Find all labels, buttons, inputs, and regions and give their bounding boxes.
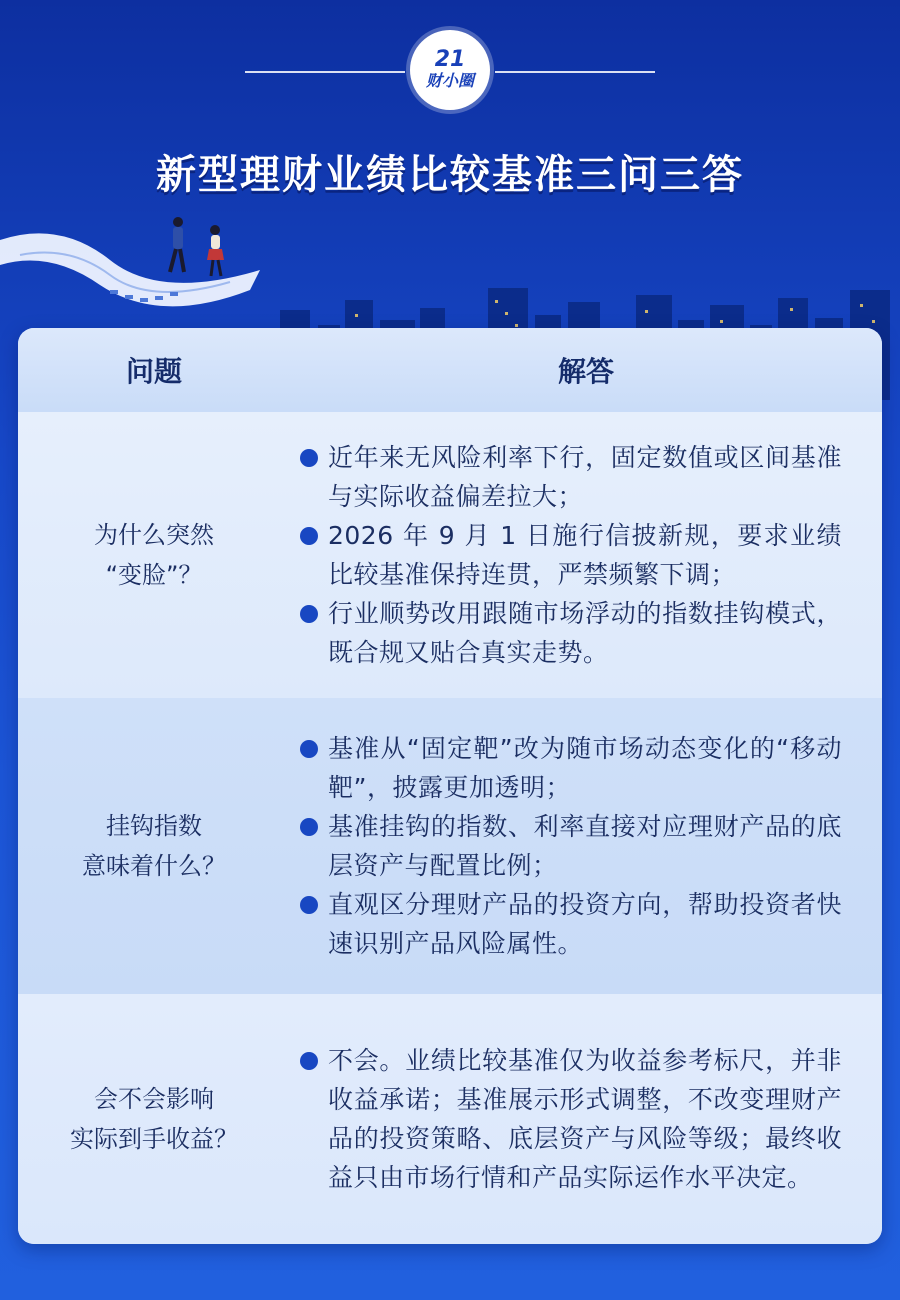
answer-cell [290, 729, 882, 963]
answer-bullet [300, 1041, 842, 1197]
page-title: 新型理财业绩比较基准三问三答 [156, 152, 744, 198]
answer-text: 行业顺势改用跟随市场浮动的指数挂钩模式，既合规又贴合真实走势。 [328, 599, 842, 667]
brand-logo [410, 30, 490, 110]
answer-text: 2026 年 9 月 1 日施行信披新规，要求业绩比较基准保持连贯，严禁频繁下调； [328, 521, 842, 589]
logo-divider-right [495, 71, 655, 73]
question-line: 意味着什么？ [82, 852, 226, 880]
header-answer: 解答 [557, 355, 614, 388]
table-row [18, 994, 882, 1244]
people-walking-on-paper-illustration [0, 200, 300, 340]
bullet-dot-icon [300, 449, 318, 467]
answer-bullet [300, 807, 842, 885]
answer-bullet [300, 594, 842, 672]
answer-text: 不会。业绩比较基准仅为收益参考标尺，并非收益承诺；基准展示形式调整，不改变理财产品的投资策略、底层资产与风险等级；最终收益只由市场行情和产品实际运作水平决定。 [328, 1046, 842, 1192]
question-cell [18, 1079, 290, 1159]
question-line: “变脸”？ [105, 561, 203, 589]
bullet-dot-icon [300, 1052, 318, 1070]
table-row [18, 412, 882, 698]
answer-cell [290, 1041, 882, 1197]
logo-divider-left [245, 71, 405, 73]
answer-bullet [300, 516, 842, 594]
logo-number: 21 [434, 47, 466, 72]
question-cell [18, 806, 290, 886]
header-question: 问题 [125, 355, 182, 388]
qa-table [18, 328, 882, 1244]
bullet-dot-icon [300, 527, 318, 545]
bullet-dot-icon [300, 896, 318, 914]
answer-text: 基准从“固定靶”改为随市场动态变化的“移动靶”，披露更加透明； [328, 734, 842, 802]
answer-bullet [300, 438, 842, 516]
answer-text: 近年来无风险利率下行，固定数值或区间基准与实际收益偏差拉大； [328, 443, 842, 511]
bullet-dot-icon [300, 740, 318, 758]
table-row [18, 698, 882, 994]
bullet-dot-icon [300, 818, 318, 836]
answer-bullet [300, 729, 842, 807]
answer-text: 基准挂钩的指数、利率直接对应理财产品的底层资产与配置比例； [328, 812, 842, 880]
bullet-dot-icon [300, 605, 318, 623]
answer-text: 直观区分理财产品的投资方向，帮助投资者快速识别产品风险属性。 [328, 890, 842, 958]
answer-cell [290, 438, 882, 672]
question-line: 挂钩指数 [106, 812, 202, 840]
answer-bullet [300, 885, 842, 963]
question-line: 实际到手收益？ [70, 1125, 238, 1153]
table-header-row [18, 328, 882, 412]
logo-text: 财小圈 [425, 71, 474, 90]
question-cell [18, 515, 290, 595]
question-line: 为什么突然 [94, 521, 214, 549]
question-line: 会不会影响 [94, 1085, 214, 1113]
